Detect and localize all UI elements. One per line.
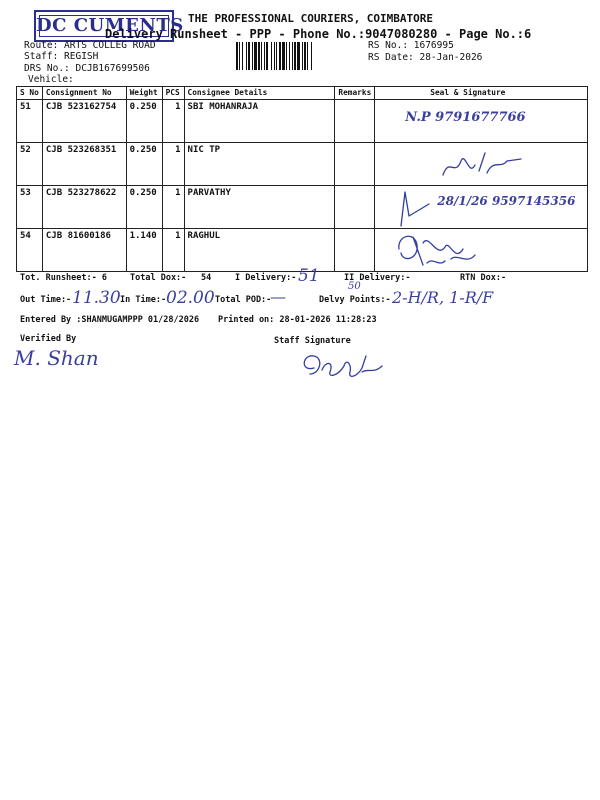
cell-remarks <box>335 100 375 143</box>
route-label: Route: ARTS COLLEG ROAD <box>24 40 156 51</box>
barcode-bar <box>282 42 285 70</box>
col-seal: Seal & Signature <box>375 87 588 100</box>
cell-sno: 51 <box>17 100 43 143</box>
cell-seal <box>375 143 588 186</box>
cell-remarks <box>335 186 375 229</box>
cell-pcs: 1 <box>162 100 184 143</box>
barcode-bar <box>258 42 260 70</box>
col-pcs: PCS <box>162 87 184 100</box>
total-dox-value: 54 <box>201 273 212 283</box>
rs-date: RS Date: 28-Jan-2026 <box>368 52 483 63</box>
total-pod-handwritten: — <box>270 287 286 306</box>
company-name: THE PROFESSIONAL COURIERS, COIMBATORE <box>188 12 434 25</box>
cell-consignee: RAGHUL <box>184 229 335 272</box>
total-dox-label: Total Dox:- <box>130 273 187 283</box>
barcode-bar <box>266 42 268 70</box>
barcode-bar <box>252 42 253 70</box>
verified-by-signature: M. Shan <box>14 346 99 370</box>
barcode-bar <box>261 42 262 70</box>
out-time-label: Out Time:- <box>20 295 72 305</box>
barcode-bar <box>242 42 243 70</box>
cell-consignment: CJB 523162754 <box>42 100 126 143</box>
cell-sno: 54 <box>17 229 43 272</box>
barcode-bar <box>264 42 265 70</box>
barcode-bar <box>271 42 272 70</box>
delvy-points-superscript: 50 <box>348 281 361 292</box>
col-sno: S No <box>17 87 43 100</box>
barcode-bar <box>276 42 277 70</box>
cell-seal <box>375 100 588 143</box>
cell-pcs: 1 <box>162 186 184 229</box>
cell-weight: 0.250 <box>126 100 162 143</box>
verified-by-label: Verified By <box>20 334 77 344</box>
cell-consignment: CJB 523278622 <box>42 186 126 229</box>
barcode-bar <box>254 42 257 70</box>
cell-weight: 0.250 <box>126 143 162 186</box>
rs-number: RS No.: 1676995 <box>368 40 454 51</box>
printed-on: Printed on: 28-01-2026 11:28:23 <box>218 315 377 325</box>
total-pod-label: Total POD:- <box>215 295 272 305</box>
cell-pcs: 1 <box>162 143 184 186</box>
cell-remarks <box>335 229 375 272</box>
barcode-bar <box>311 42 312 70</box>
cell-remarks <box>335 143 375 186</box>
cell-sno: 53 <box>17 186 43 229</box>
staff-signature-label: Staff Signature <box>274 336 351 346</box>
table-row <box>17 100 588 143</box>
barcode-bar <box>302 42 303 70</box>
cell-consignee: SBI MOHANRAJA <box>184 100 335 143</box>
entered-by: Entered By :SHANMUGAMPPP 01/28/2026 <box>20 315 200 325</box>
table-row <box>17 186 588 229</box>
cell-weight: 1.140 <box>126 229 162 272</box>
signature-scribble <box>395 186 435 230</box>
barcode-bar <box>236 42 238 70</box>
barcode-bar <box>274 42 275 70</box>
barcode-bar <box>279 42 281 70</box>
barcode-bar <box>292 42 293 70</box>
seal-scribble <box>393 229 479 269</box>
staff-label: Staff: REGISH <box>24 51 99 62</box>
drs-label: DRS No.: DCJB167699506 <box>24 63 150 74</box>
barcode-bar <box>289 42 290 70</box>
table-header-row <box>17 87 588 100</box>
stamp-text: DC CUMENTS <box>36 15 184 36</box>
barcode-bar <box>246 42 247 70</box>
runsheet-subtitle: Delivery Runsheet - PPP - Phone No.:9047080280 - Page No.:6 <box>105 27 532 41</box>
cell-consignment: CJB 81600186 <box>42 229 126 272</box>
signature-scribble <box>435 147 525 181</box>
cell-consignee: NIC TP <box>184 143 335 186</box>
cell-weight: 0.250 <box>126 186 162 229</box>
handwritten-phone-3: 28/1/26 9597145356 <box>437 194 576 208</box>
cell-seal <box>375 229 588 272</box>
col-weight: Weight <box>126 87 162 100</box>
in-time-label: In Time:- <box>120 295 167 305</box>
barcode <box>236 42 362 70</box>
total-runsheet: Tot. Runsheet:- 6 <box>20 273 107 283</box>
cell-consignment: CJB 523268351 <box>42 143 126 186</box>
table-row <box>17 143 588 186</box>
delvy-points-label: Delvy Points:- <box>319 295 391 305</box>
runsheet-table <box>16 86 588 272</box>
col-consignment: Consignment No <box>42 87 126 100</box>
vehicle-label: Vehicle: <box>28 74 74 85</box>
in-time-handwritten: 02.00 <box>166 288 215 308</box>
col-remarks: Remarks <box>335 87 375 100</box>
barcode-bar <box>307 42 308 70</box>
barcode-bar <box>286 42 287 70</box>
ii-delivery-label: II Delivery:- <box>344 273 411 283</box>
barcode-bar <box>239 42 240 70</box>
cell-consignee: PARVATHY <box>184 186 335 229</box>
cell-seal <box>375 186 588 229</box>
rtn-dox-label: RTN Dox:- <box>460 273 507 283</box>
i-delivery-label: I Delivery:- <box>235 273 297 283</box>
barcode-bar <box>294 42 296 70</box>
barcode-bar <box>297 42 300 70</box>
handwritten-phone-1: N.P 9791677766 <box>405 110 526 125</box>
col-consignee: Consignee Details <box>184 87 335 100</box>
delvy-points-handwritten: 2-H/R, 1-R/F <box>392 288 494 307</box>
cell-pcs: 1 <box>162 229 184 272</box>
barcode-bar <box>248 42 250 70</box>
barcode-bar <box>304 42 306 70</box>
staff-signature-scribble <box>296 348 388 382</box>
i-delivery-handwritten: 51 <box>298 266 320 286</box>
cell-sno: 52 <box>17 143 43 186</box>
out-time-handwritten: 11.30 <box>72 288 121 308</box>
